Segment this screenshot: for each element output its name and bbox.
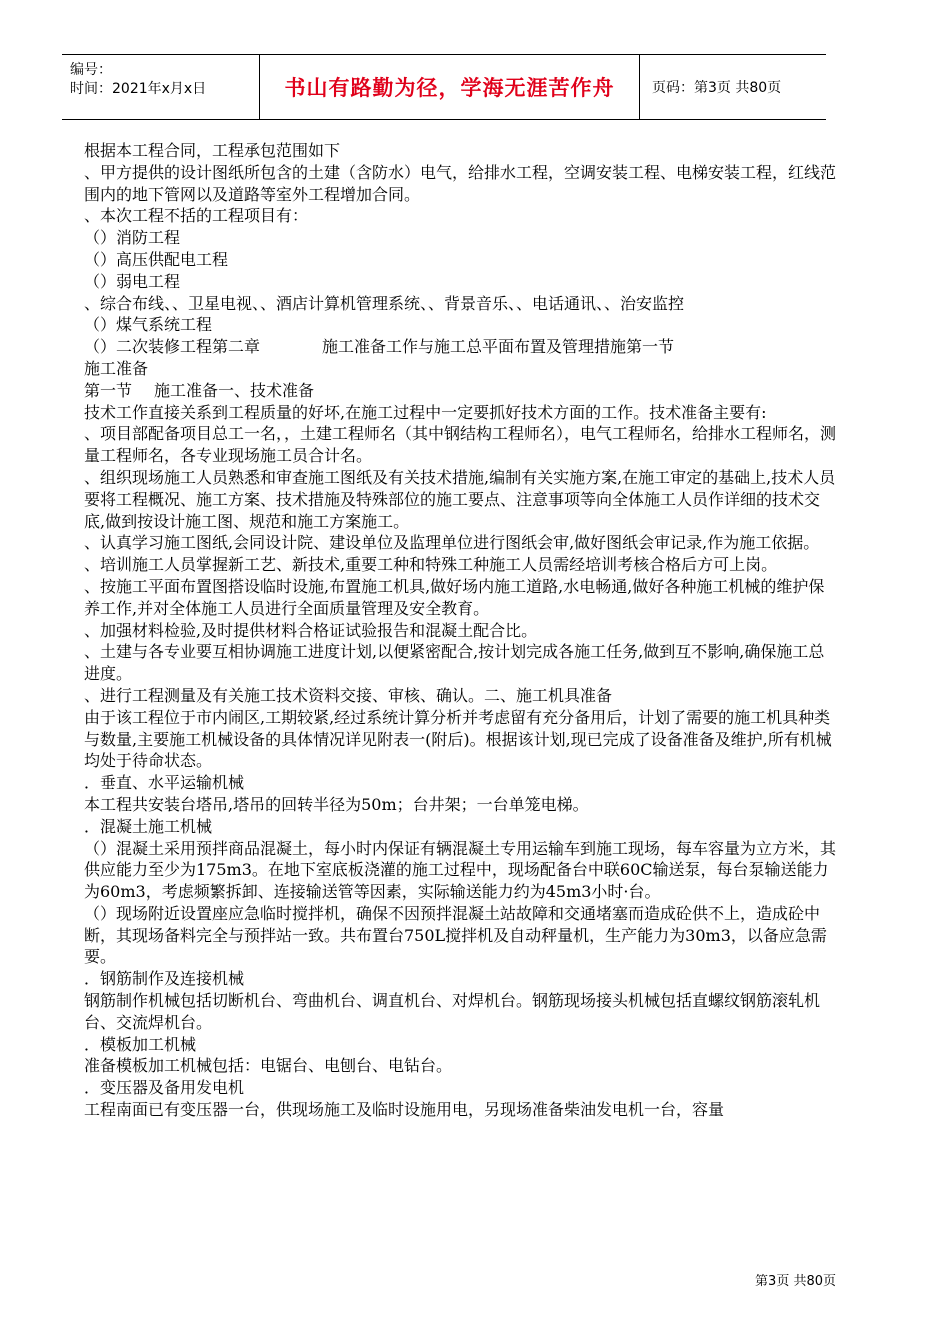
paragraph: 、甲方提供的设计图纸所包含的土建（含防水）电气，给排水工程，空调安装工程、电梯安装工程，红线范围内的地下管网以及道路等室外工程增加合同。 — [84, 162, 837, 204]
paragraph: ．混凝土施工机械 — [84, 816, 213, 836]
paragraph: ．钢筋制作及连接机械 — [84, 969, 245, 989]
header-page-label: 页码：第3页 共80页 — [652, 80, 782, 96]
section-part1: 第一节 — [84, 380, 133, 400]
paragraph: 、加强材料检验,及时提供材料合格证试验报告和混凝土配合比。 — [84, 620, 538, 640]
paragraph: 、本次工程不括的工程项目有： — [84, 206, 309, 226]
page-footer: 第3页 共80页 — [755, 1274, 836, 1289]
paragraph: ．变压器及备用发电机 — [84, 1078, 245, 1098]
paragraph: 工程南面已有变压器一台，供现场施工及临时设施用电，另现场准备柴油发电机一台，容量 — [84, 1100, 725, 1120]
paragraph: 、组织现场施工人员熟悉和审查施工图纸及有关技术措施,编制有关实施方案,在施工审定的基础上,技术人员要将工程概况、施工方案、技术措施及特殊部位的施工要点、注意事项等向全体施工人员作详细的技术交底,做到按设计施工图、规范和施工方案施工。 — [84, 467, 836, 531]
paragraph: 、进行工程测量及有关施工技术资料交接、审核、确认。二、施工机具准备 — [84, 685, 613, 705]
header-motto: 书山有路勤为径，学海无涯苦作舟 — [284, 76, 615, 100]
paragraph: （）消防工程 — [84, 228, 181, 248]
paragraph: 、综合布线、、卫星电视、、酒店计算机管理系统、、背景音乐、、电话通讯、、治安监控 — [84, 293, 685, 313]
number-label: 编号： — [70, 62, 112, 78]
section-heading — [84, 380, 839, 402]
paragraph: ．垂直、水平运输机械 — [84, 773, 245, 793]
paragraph: （）高压供配电工程 — [84, 249, 229, 269]
paragraph: 技术工作直接关系到工程质量的好坏,在施工过程中一定要抓好技术方面的工作。技术准备主要有: — [84, 402, 767, 422]
header-meta — [62, 55, 260, 119]
chapter-part1: （）二次装修工程第二章 — [84, 337, 261, 357]
paragraph: 、培训施工人员掌握新工艺、新技术,重要工种和特殊工种施工人员需经培训考核合格后方可上岗。 — [84, 555, 778, 575]
paragraph: 本工程共安装台塔吊,塔吊的回转半径为50m；台井架；一台单笼电梯。 — [84, 794, 589, 814]
chapter-heading-cont: 施工准备 — [84, 358, 149, 378]
paragraph: 、土建与各专业要互相协调施工进度计划,以便紧密配合,按计划完成各施工任务,做到互不影响,确保施工总进度。 — [84, 642, 825, 684]
paragraph: 由于该工程位于市内闹区,工期较紧,经过系统计算分析并考虑留有充分备用后，计划了需要的施工机具种类与数量,主要施工机械设备的具体情况详见附表一(附后)。根据该计划,现已完成了设备准备及维护,所有机械均处于待命状态。 — [84, 707, 832, 771]
page-header — [62, 54, 826, 120]
paragraph: ．模板加工机械 — [84, 1034, 197, 1054]
chapter-part2: 施工准备工作与施工总平面布置及管理措施第一节 — [322, 337, 675, 357]
paragraph: 、项目部配备项目总工一名，，土建工程师名（其中钢结构工程师名），电气工程师名，给排水工程师名，测量工程师名，各专业现场施工员合计名。 — [84, 424, 837, 466]
paragraph: 根据本工程合同，工程承包范围如下 — [84, 141, 341, 160]
date-label: 时间：2021年x月x日 — [70, 81, 207, 97]
paragraph: （）煤气系统工程 — [84, 315, 213, 335]
header-page-cell — [640, 55, 826, 119]
chapter-heading — [84, 336, 839, 358]
document-body — [84, 140, 839, 1121]
paragraph: （）混凝土采用预拌商品混凝土，每小时内保证有辆混凝土专用运输车到施工现场，每车容量为立方米，其供应能力至少为175m3。在地下室底板浇灌的施工过程中，现场配备台中联60C输送泵，每台泵输送能力为60m3，考虑频繁拆卸、连接输送管等因素，实际输送能力约为45m3小时·台。 — [84, 838, 837, 902]
paragraph: 准备模板加工机械包括：电锯台、电刨台、电钻台。 — [84, 1056, 453, 1076]
paragraph: 、认真学习施工图纸,会同设计院、建设单位及监理单位进行图纸会审,做好图纸会审记录,作为施工依据。 — [84, 533, 820, 553]
paragraph: 钢筋制作机械包括切断机台、弯曲机台、调直机台、对焊机台。钢筋现场接头机械包括直螺纹钢筋滚轧机台、交流焊机台。 — [84, 991, 821, 1032]
section-part2: 施工准备一、技术准备 — [154, 380, 315, 400]
paragraph: 、按施工平面布置图搭设临时设施,布置施工机具,做好场内施工道路,水电畅通,做好各种施工机械的维护保养工作,并对全体施工人员进行全面质量管理及安全教育。 — [84, 576, 825, 618]
paragraph: （）弱电工程 — [84, 271, 181, 291]
header-motto-cell — [260, 55, 640, 119]
paragraph: （）现场附近设置座应急临时搅拌机，确保不因预拌混凝土站故障和交通堵塞而造成砼供不上，造成砼中断，其现场备料完全与预拌站一致。共布置台750L搅拌机及自动秤量机，生产能力为30m3，以备应急需要。 — [84, 903, 827, 967]
